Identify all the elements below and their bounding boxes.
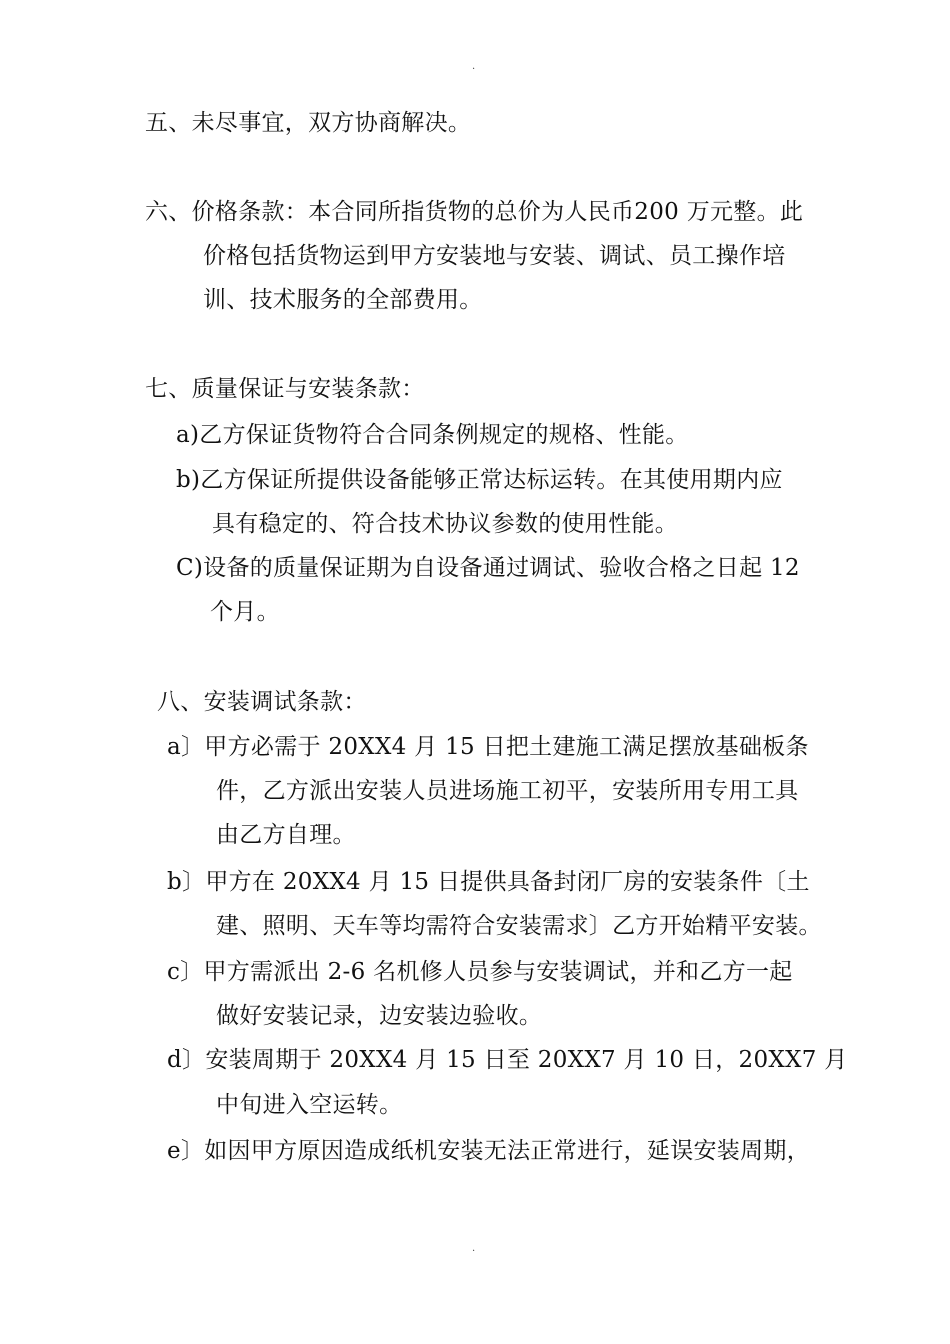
section-8-item-a-line-2: 件，乙方派出安装人员进场施工初平，安装所用专用工具 (216, 778, 799, 804)
section-7-item-b-line-1: b)乙方保证所提供设备能够正常达标运转。在其使用期内应 (176, 467, 783, 493)
section-6-line-3: 训、技术服务的全部费用。 (203, 287, 483, 313)
section-6-line-1: 六、价格条款：本合同所指货物的总价为人民币200 万元整。此 (145, 199, 804, 225)
section-7-item-c-line-2: 个月。 (210, 599, 280, 625)
section-8-item-b-line-2: 建、照明、天车等均需符合安装需求〕乙方开始精平安装。 (216, 913, 822, 939)
section-7-item-a: a)乙方保证货物符合合同条例规定的规格、性能。 (176, 422, 689, 448)
section-8-item-a-line-3: 由乙方自理。 (216, 822, 356, 848)
section-8-item-a-line-1: a〕甲方必需于 20XX4 月 15 日把土建施工满足摆放基础板条 (167, 734, 809, 760)
section-7-heading: 七、质量保证与安装条款： (145, 376, 425, 402)
section-8-heading: 八、安装调试条款： (157, 689, 367, 715)
section-8-item-d-line-2: 中旬进入空运转。 (216, 1092, 403, 1118)
section-7-item-b-line-2: 具有稳定的、符合技术协议参数的使用性能。 (212, 511, 678, 537)
section-8-item-e-line-1: e〕如因甲方原因造成纸机安装无法正常进行，延误安装周期， (167, 1138, 811, 1164)
section-8-item-d-line-1: d〕安装周期于 20XX4 月 15 日至 20XX7 月 10 日，20XX7 月 (167, 1047, 848, 1073)
section-8-item-b-line-1: b〕甲方在 20XX4 月 15 日提供具备封闭厂房的安装条件〔土 (167, 869, 810, 895)
section-8-item-c-line-1: c〕甲方需派出 2-6 名机修人员参与安装调试，并和乙方一起 (167, 959, 793, 985)
section-6-line-2: 价格包括货物运到甲方安装地与安装、调试、员工操作培 (203, 243, 786, 269)
section-8-item-c-line-2: 做好安装记录，边安装边验收。 (216, 1003, 543, 1029)
footer-mark: . (472, 1243, 476, 1254)
header-mark: . (472, 61, 476, 72)
section-7-item-c-line-1: C)设备的质量保证期为自设备通过调试、验收合格之日起 12 (176, 555, 800, 581)
section-5-text: 五、未尽事宜，双方协商解决。 (145, 110, 472, 136)
